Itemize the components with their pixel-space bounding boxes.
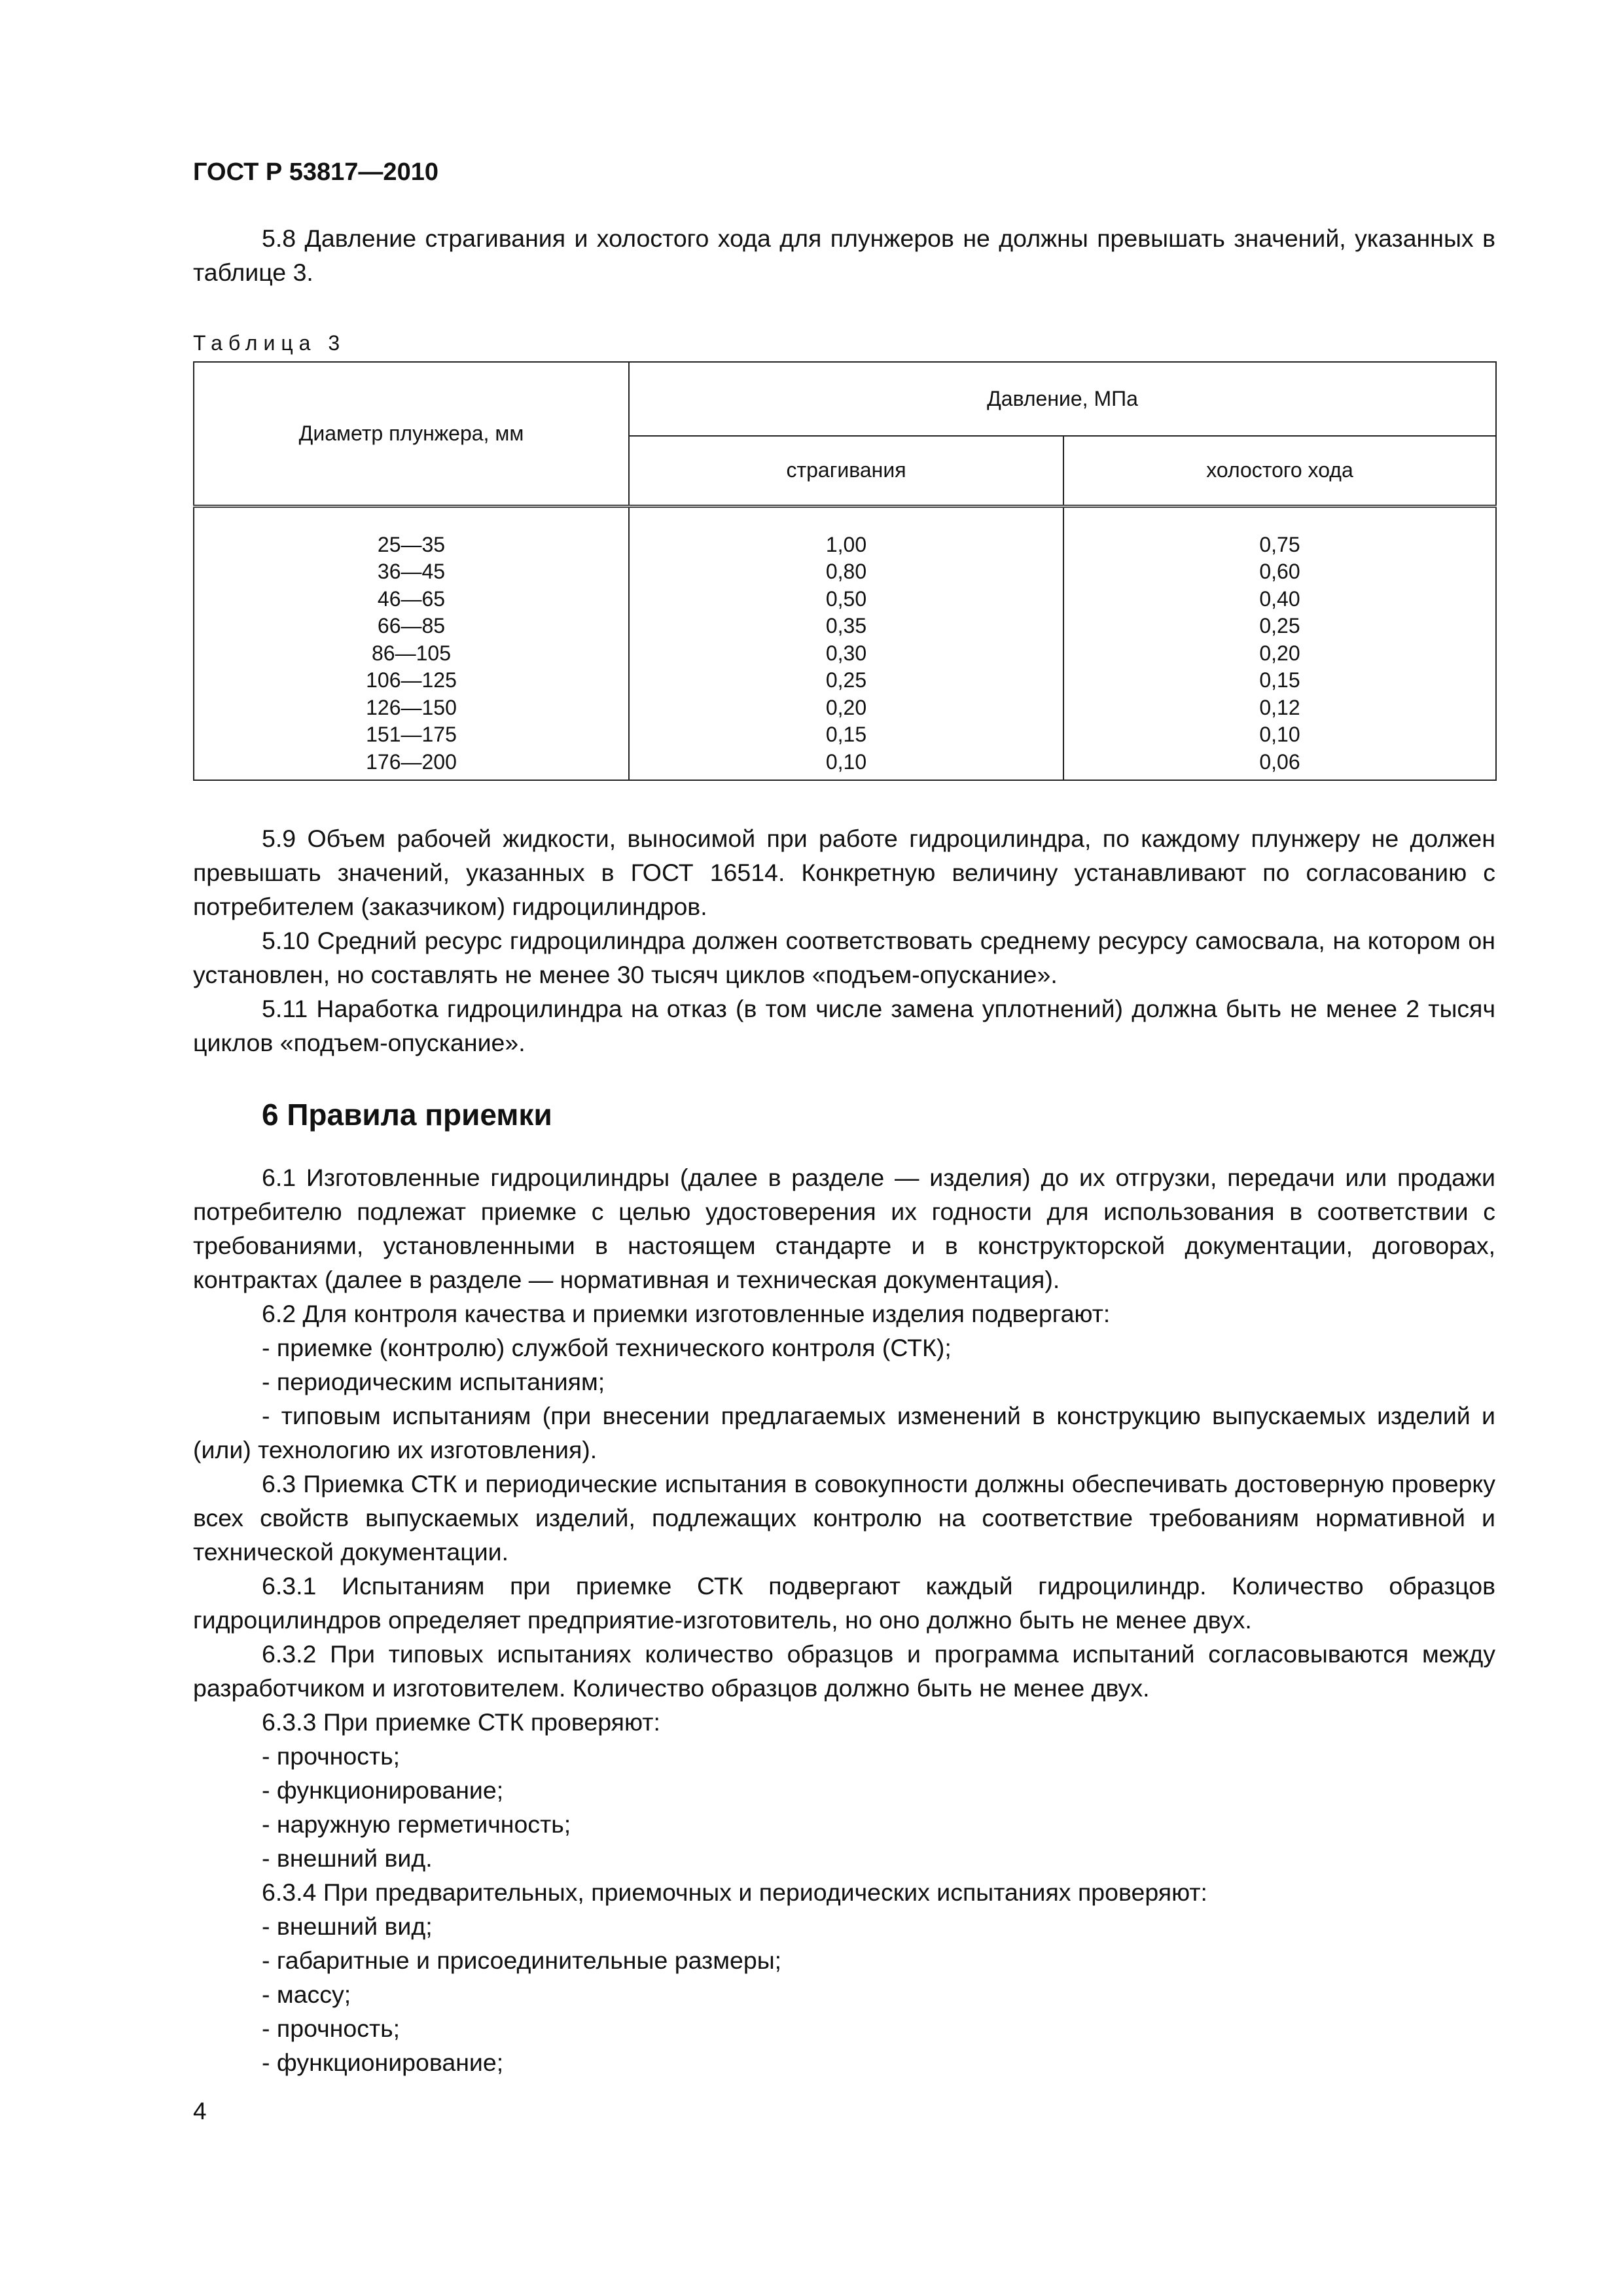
paragraph-6-3-2: 6.3.2 При типовых испытаниях количество образцов и программа испытаний согласовываются между разработчиком и изготовителем. Количество образцов должно быть не менее двух. xyxy=(193,1640,1495,1702)
paragraph-6-3: 6.3 Приемка СТК и периодические испытания в совокупности должны обеспечивать достоверную проверку всех свойств выпускаемых изделий, подлежащих контролю на соответствие требованиям нормативной и технической документации. xyxy=(193,1470,1495,1566)
table-cell: 0,35 xyxy=(825,614,867,637)
list-item: - габаритные и присоединительные размеры; xyxy=(262,1946,782,1974)
page-number: 4 xyxy=(193,2098,207,2125)
table-cell: 1,00 xyxy=(825,532,867,556)
column-header-breakaway: страгивания xyxy=(629,436,1063,506)
table-cell: 0,30 xyxy=(825,641,867,665)
column-header-diameter: Диаметр плунжера, мм xyxy=(194,362,629,506)
list-item: - периодическим испытаниям; xyxy=(262,1368,605,1395)
table-cell: 0,25 xyxy=(1259,614,1300,637)
table-cell: 0,80 xyxy=(825,560,867,583)
table-cell: 0,10 xyxy=(825,749,867,774)
list-item: - прочность; xyxy=(262,2015,401,2042)
section-6-title: 6 Правила приемки xyxy=(262,1098,552,1132)
table-caption: Таблица 3 xyxy=(193,331,346,355)
document-page xyxy=(193,157,1495,2079)
list-item: - функционирование; xyxy=(262,1776,504,1804)
paragraph-6-3-1: 6.3.1 Испытаниям при приемке СТК подвергают каждый гидроцилиндр. Количество образцов гидроцилиндров определяет предприятие-изготовитель, но оно должно быть не менее двух. xyxy=(193,1572,1495,1634)
paragraph-6-2: 6.2 Для контроля качества и приемки изготовленные изделия подвергают: xyxy=(262,1300,1111,1327)
column-header-pressure: Давление, МПа xyxy=(629,362,1496,436)
table-cell: 0,06 xyxy=(1259,749,1300,774)
paragraph-6-1: 6.1 Изготовленные гидроцилиндры (далее в разделе — изделия) до их отгрузки, передачи или продажи потребителю подлежат приемке с целью удостоверения их годности для использования в соответствии с требованиями, установленными в настоящем стандарте и в конструкторской документации, договорах, контрактах (далее в разделе — нормативная и техническая документация). xyxy=(193,1164,1495,1293)
table-cell: 66—85 xyxy=(377,614,446,637)
table-cell: 0,12 xyxy=(1259,695,1300,719)
table-cell: 46—65 xyxy=(377,586,446,611)
list-item: - массу; xyxy=(262,1981,351,2008)
table-cell: 0,40 xyxy=(1259,586,1300,611)
table-cell: 0,60 xyxy=(1259,560,1300,583)
list-item: - внешний вид. xyxy=(262,1844,433,1872)
list-item: - наружную герметичность; xyxy=(262,1810,571,1838)
column-diameter-values xyxy=(194,506,629,780)
list-item: - функционирование; xyxy=(262,2049,504,2076)
paragraph-5-11: 5.11 Наработка гидроцилиндра на отказ (в том числе замена уплотнений) должна быть не менее 2 тысяч циклов «подъем-опускание». xyxy=(193,995,1495,1056)
list-item: - приемке (контролю) службой технического контроля (СТК); xyxy=(262,1334,952,1361)
paragraph-5-10: 5.10 Средний ресурс гидроцилиндра должен соответствовать среднему ресурсу самосвала, на котором он установлен, но составлять не менее 30 тысяч циклов «подъем-опускание». xyxy=(193,927,1495,988)
paragraph-6-3-3: 6.3.3 При приемке СТК проверяют: xyxy=(262,1708,660,1736)
paragraph-5-8: 5.8 Давление страгивания и холостого хода для плунжеров не должны превышать значений, указанных в таблице 3. xyxy=(193,224,1495,286)
list-item: - типовым испытаниям (при внесении предлагаемых изменений в конструкцию выпускаемых изделий и (или) технологию их изготовления). xyxy=(193,1402,1495,1463)
table-cell: 106—125 xyxy=(366,668,457,692)
table-3 xyxy=(193,361,1497,781)
table-cell: 176—200 xyxy=(366,749,457,774)
table-cell: 0,15 xyxy=(1259,668,1300,692)
table-cell: 0,15 xyxy=(825,723,867,746)
table-cell: 0,75 xyxy=(1259,532,1300,556)
list-item: - внешний вид; xyxy=(262,1912,433,1940)
table-cell: 0,25 xyxy=(825,668,867,692)
table-cell: 86—105 xyxy=(372,641,451,665)
column-header-idle: холостого хода xyxy=(1063,436,1496,506)
column-idle-values xyxy=(1063,506,1496,780)
table-cell: 0,50 xyxy=(825,586,867,611)
paragraph-6-3-4: 6.3.4 При предварительных, приемочных и периодических испытаниях проверяют: xyxy=(262,1878,1207,1906)
paragraph-5-9: 5.9 Объем рабочей жидкости, выносимой при работе гидроцилиндра, по каждому плунжеру не должен превышать значений, указанных в ГОСТ 16514. Конкретную величину устанавливают по согласованию с потребителем (заказчиком) гидроцилиндров. xyxy=(193,825,1495,920)
table-cell: 0,20 xyxy=(825,695,867,719)
list-item: - прочность; xyxy=(262,1742,401,1770)
column-breakaway-values xyxy=(629,506,1063,780)
table-cell: 0,20 xyxy=(1259,641,1300,665)
table-cell: 36—45 xyxy=(377,560,446,583)
table-cell: 126—150 xyxy=(366,695,457,719)
table-cell: 25—35 xyxy=(377,532,446,556)
table-cell: 0,10 xyxy=(1259,723,1300,746)
table-cell: 151—175 xyxy=(366,723,457,746)
document-header: ГОСТ Р 53817—2010 xyxy=(193,158,438,186)
